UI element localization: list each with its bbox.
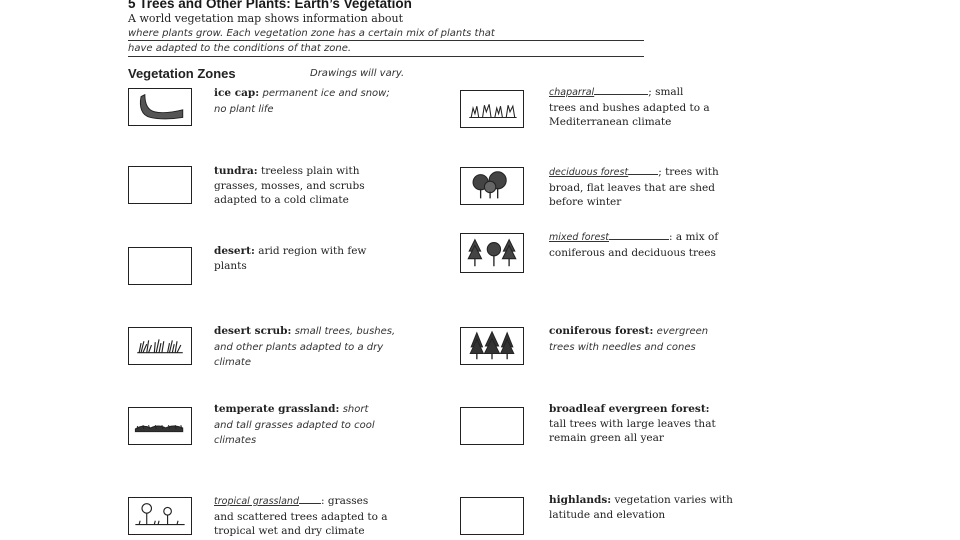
desert-scrub-def-2: and other plants adapted to a dry bbox=[214, 341, 384, 353]
grassland-icon bbox=[129, 408, 191, 444]
coniferous-forest-icon bbox=[461, 328, 523, 364]
ice-cap-description bbox=[214, 86, 454, 117]
highlands-term: highlands: bbox=[549, 494, 612, 506]
tropical-grassland-description bbox=[214, 493, 454, 539]
deciduous-forest-def-2: broad, flat leaves that are shed bbox=[549, 181, 715, 194]
temperate-grassland-term: temperate grassland: bbox=[214, 403, 340, 415]
coniferous-forest-def-2: trees with needles and cones bbox=[549, 341, 696, 353]
temperate-grassland-drawing-box[interactable] bbox=[128, 407, 192, 445]
tundra-def-3: adapted to a cold climate bbox=[214, 194, 349, 206]
answer-rule-1 bbox=[128, 40, 644, 41]
broadleaf-evergreen-def-1: tall trees with large leaves that bbox=[549, 417, 716, 430]
temperate-grassland-description bbox=[214, 402, 454, 449]
answer-blank[interactable] bbox=[594, 84, 648, 95]
chaparral-icon bbox=[461, 91, 523, 127]
mixed-forest-term: mixed forest bbox=[549, 232, 609, 243]
broadleaf-evergreen-def-2: remain green all year bbox=[549, 432, 664, 444]
chaparral-def-2: trees and bushes adapted to a bbox=[549, 101, 710, 114]
coniferous-forest-term: coniferous forest: bbox=[549, 325, 654, 337]
tropical-grassland-icon bbox=[129, 498, 191, 534]
mixed-forest-def-1: : a mix of bbox=[669, 231, 719, 243]
desert-scrub-def-1: small trees, bushes, bbox=[294, 326, 396, 337]
zones-heading: Vegetation Zones bbox=[128, 66, 236, 81]
tropical-grassland-term: tropical grassland bbox=[214, 496, 299, 507]
desert-scrub-icon bbox=[129, 328, 191, 364]
mixed-forest-drawing-box[interactable] bbox=[460, 233, 524, 273]
answer-rule-2 bbox=[128, 56, 644, 57]
tropical-grassland-drawing-box[interactable] bbox=[128, 497, 192, 535]
highlands-def-2: latitude and elevation bbox=[549, 508, 666, 521]
highlands-drawing-box[interactable] bbox=[460, 497, 524, 535]
tropical-grassland-def-3: tropical wet and dry climate bbox=[214, 525, 365, 537]
desert-drawing-box[interactable] bbox=[128, 247, 192, 285]
broadleaf-evergreen-term: broadleaf evergreen forest: bbox=[549, 403, 710, 415]
tundra-def-2: grasses, mosses, and scrubs bbox=[214, 179, 365, 192]
tundra-term: tundra: bbox=[214, 165, 258, 177]
answer-blank[interactable] bbox=[628, 164, 658, 175]
ice-cap-drawing-box[interactable] bbox=[128, 88, 192, 126]
coniferous-forest-def-1: evergreen bbox=[656, 326, 709, 337]
deciduous-forest-drawing-box[interactable] bbox=[460, 167, 524, 205]
chaparral-description bbox=[549, 84, 789, 130]
deciduous-forest-description bbox=[549, 164, 789, 210]
deciduous-forest-term: deciduous forest bbox=[549, 167, 629, 178]
broadleaf-evergreen-drawing-box[interactable] bbox=[460, 407, 524, 445]
tundra-drawing-box[interactable] bbox=[128, 166, 192, 204]
mixed-forest-icon bbox=[461, 234, 523, 272]
ice-cap-icon bbox=[129, 89, 191, 125]
deciduous-forest-def-3: before winter bbox=[549, 196, 622, 208]
desert-scrub-drawing-box[interactable] bbox=[128, 327, 192, 365]
tropical-grassland-def-2: and scattered trees adapted to a bbox=[214, 510, 388, 523]
mixed-forest-description bbox=[549, 229, 789, 260]
mixed-forest-def-2: coniferous and deciduous trees bbox=[549, 246, 716, 259]
broadleaf-evergreen-description bbox=[549, 402, 809, 446]
tundra-description bbox=[214, 164, 454, 208]
intro-line-3: have adapted to the conditions of that zone. bbox=[128, 43, 352, 54]
chaparral-drawing-box[interactable] bbox=[460, 90, 524, 128]
coniferous-forest-description bbox=[549, 324, 789, 355]
coniferous-forest-drawing-box[interactable] bbox=[460, 327, 524, 365]
answer-blank[interactable] bbox=[609, 229, 669, 240]
highlands-description bbox=[549, 493, 809, 522]
ice-cap-term: ice cap: bbox=[214, 87, 260, 99]
tundra-def-1: treeless plain with bbox=[261, 165, 360, 177]
page-title: 5 Trees and Other Plants: Earth’s Vegetation bbox=[128, 0, 412, 11]
desert-def-1: arid region with few bbox=[258, 245, 367, 257]
deciduous-forest-def-1: ; trees with bbox=[658, 166, 719, 178]
answer-blank[interactable] bbox=[299, 493, 321, 504]
desert-scrub-def-3: climate bbox=[214, 357, 251, 368]
desert-term: desert: bbox=[214, 245, 255, 257]
desert-scrub-term: desert scrub: bbox=[214, 325, 292, 337]
ice-cap-def-2: no plant life bbox=[214, 103, 274, 115]
intro-line-1: A world vegetation map shows information about bbox=[128, 12, 404, 25]
intro-line-2: where plants grow. Each vegetation zone has a certain mix of plants that bbox=[128, 28, 495, 39]
deciduous-forest-icon bbox=[461, 168, 523, 204]
highlands-def-1: vegetation varies with bbox=[614, 494, 733, 506]
ice-cap-def-1: permanent ice and snow; bbox=[262, 88, 390, 99]
temperate-grassland-def-3: climates bbox=[214, 435, 257, 446]
desert-description bbox=[214, 244, 454, 273]
temperate-grassland-def-2: and tall grasses adapted to cool bbox=[214, 419, 375, 431]
temperate-grassland-def-1: short bbox=[342, 404, 369, 415]
chaparral-def-1: ; small bbox=[648, 86, 684, 98]
drawings-note: Drawings will vary. bbox=[310, 68, 405, 79]
chaparral-def-3: Mediterranean climate bbox=[549, 116, 672, 128]
chaparral-term: chaparral bbox=[549, 87, 595, 98]
desert-scrub-description bbox=[214, 324, 454, 371]
tropical-grassland-def-1: : grasses bbox=[321, 495, 369, 507]
desert-def-2: plants bbox=[214, 259, 247, 272]
